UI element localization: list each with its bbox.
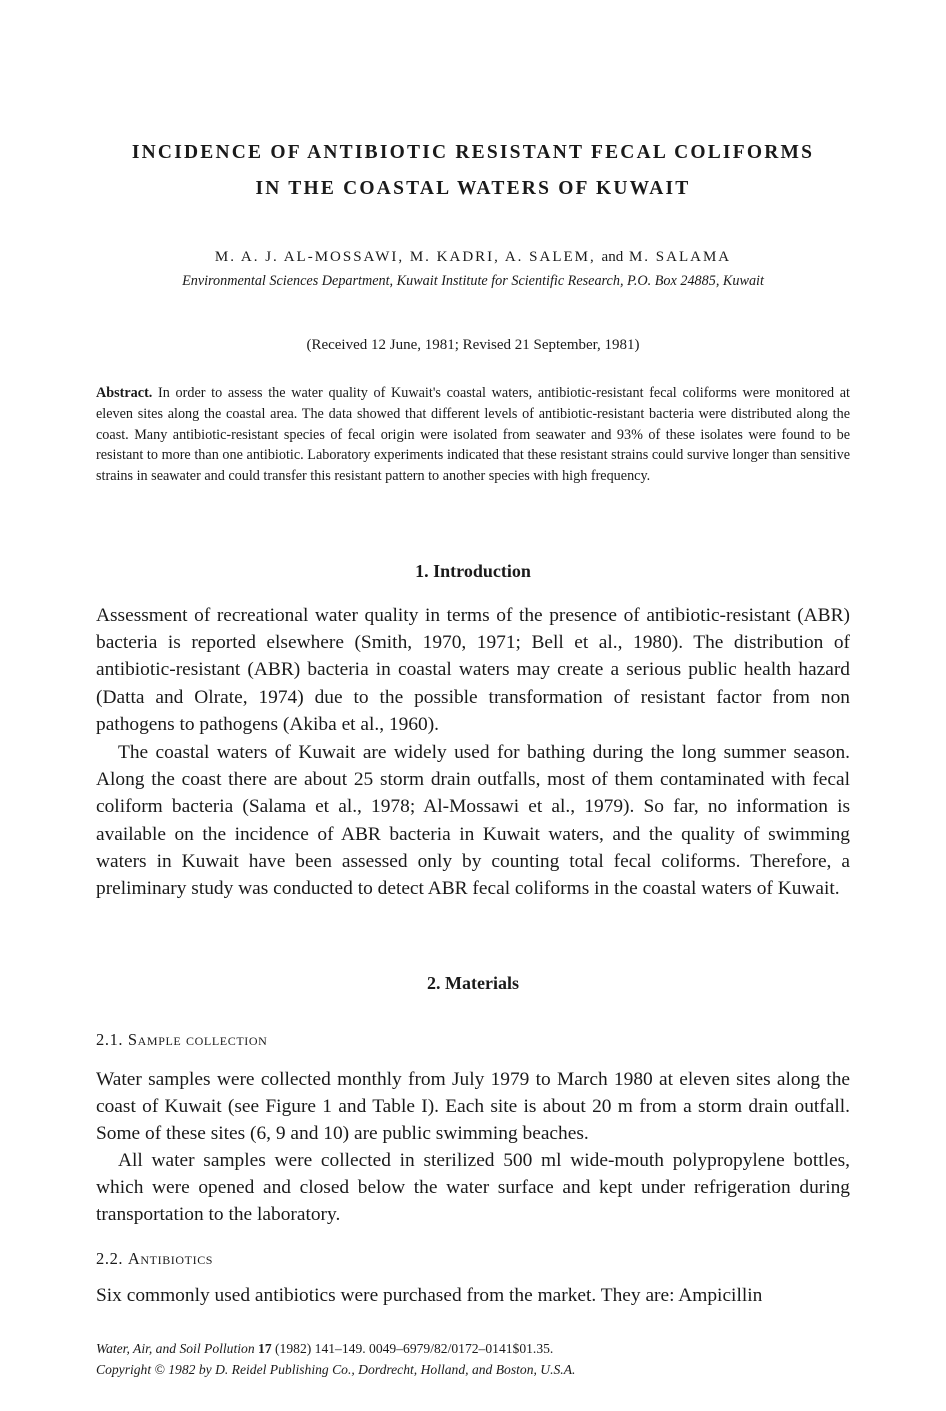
citation-details: (1982) 141–149. 0049–6979/82/0172–0141$01.35. xyxy=(275,1341,554,1356)
title-line-2: IN THE COASTAL WATERS OF KUWAIT xyxy=(255,178,691,199)
section-heading-introduction: 1. Introduction xyxy=(415,561,531,581)
authors-and: and xyxy=(601,249,624,265)
authors-last: M. SALAMA xyxy=(628,249,732,265)
footer-copyright: Copyright © 1982 by D. Reidel Publishing Co., Dordrecht, Holland, and Boston, U.S.A. xyxy=(96,1362,576,1377)
intro-paragraph-1: Assessment of recreational water quality in terms of the presence of antibiotic-resistant (ABR) bacteria is reported elsewhere (Smith, 1970, 1971; Bell et al., 1980). The distribution of antibiotic-resistant (ABR) bacteria in coastal waters may create a serious public health hazard (Datta and Olrate, 1974) due to the possible transformation of resistant factor from non pathogens to pathogens (Akiba et al., 1960). xyxy=(96,605,850,735)
sample-collection-paragraph-2: All water samples were collected in sterilized 500 ml wide-mouth polypropylene bottles, which were opened and closed below the water surface and kept under refrigeration during transportation to the laboratory. xyxy=(96,1150,850,1226)
footer-citation xyxy=(96,1341,553,1357)
subsection-number: 2.2. xyxy=(96,1249,124,1268)
journal-name: Water, Air, and Soil Pollution xyxy=(96,1341,255,1356)
intro-paragraph-2: The coastal waters of Kuwait are widely used for bathing during the long summer season. Along the coast there are about 25 storm drain outfalls, most of them contaminated with fecal coliform bacteria (Salama et al., 1978; Al-Mossawi et al., 1979). So far, no information is available on the incidence of ABR bacteria in Kuwait waters, and the quality of swimming waters in Kuwait have been assessed only by counting total fecal coliforms. Therefore, a preliminary study was conducted to detect ABR fecal coliforms in the coastal waters of Kuwait. xyxy=(96,742,850,900)
subsection-heading-sample-collection xyxy=(96,1030,267,1050)
title-line-1: INCIDENCE OF ANTIBIOTIC RESISTANT FECAL COLIFORMS xyxy=(131,142,815,163)
abstract xyxy=(96,383,850,487)
abstract-text: In order to assess the water quality of Kuwait's coastal waters, antibiotic-resistant fecal coliforms were monitored at eleven sites along the coastal area. The data showed that different levels of antibiotic-resistant bacteria were distributed along the coast. Many antibiotic-resistant species of fecal origin were isolated from seawater and 93% of these isolates were found to be resistant to more than one antibiotic. Laboratory experiments indicated that these resistant strains could survive longer than sensitive strains in seawater and could transfer this resistant pattern to another species with high frequency. xyxy=(96,385,850,485)
subsection-heading-antibiotics xyxy=(96,1249,213,1269)
subsection-title: Antibiotics xyxy=(127,1249,214,1268)
abstract-label: Abstract. xyxy=(96,385,153,401)
sample-collection-paragraph-1: Water samples were collected monthly from July 1979 to March 1980 at eleven sites along the coast of Kuwait (see Figure 1 and Table I). Each site is about 20 m from a storm drain outfall. Some of these sites (6, 9 and 10) are public swimming beaches. xyxy=(96,1069,850,1145)
affiliation: Environmental Sciences Department, Kuwait Institute for Scientific Research, P.O. Box 24885, Kuwait xyxy=(182,273,764,289)
section-heading-materials: 2. Materials xyxy=(427,973,519,993)
subsection-title: Sample collection xyxy=(127,1030,268,1049)
received-dates: (Received 12 June, 1981; Revised 21 September, 1981) xyxy=(306,337,640,353)
antibiotics-paragraph-1: Six commonly used antibiotics were purchased from the market. They are: Ampicillin xyxy=(96,1285,763,1306)
authors-names: M. A. J. AL-MOSSAWI, M. KADRI, A. SALEM, xyxy=(214,249,596,265)
subsection-number: 2.1. xyxy=(96,1030,124,1049)
journal-volume: 17 xyxy=(258,1341,272,1356)
authors xyxy=(0,249,946,266)
